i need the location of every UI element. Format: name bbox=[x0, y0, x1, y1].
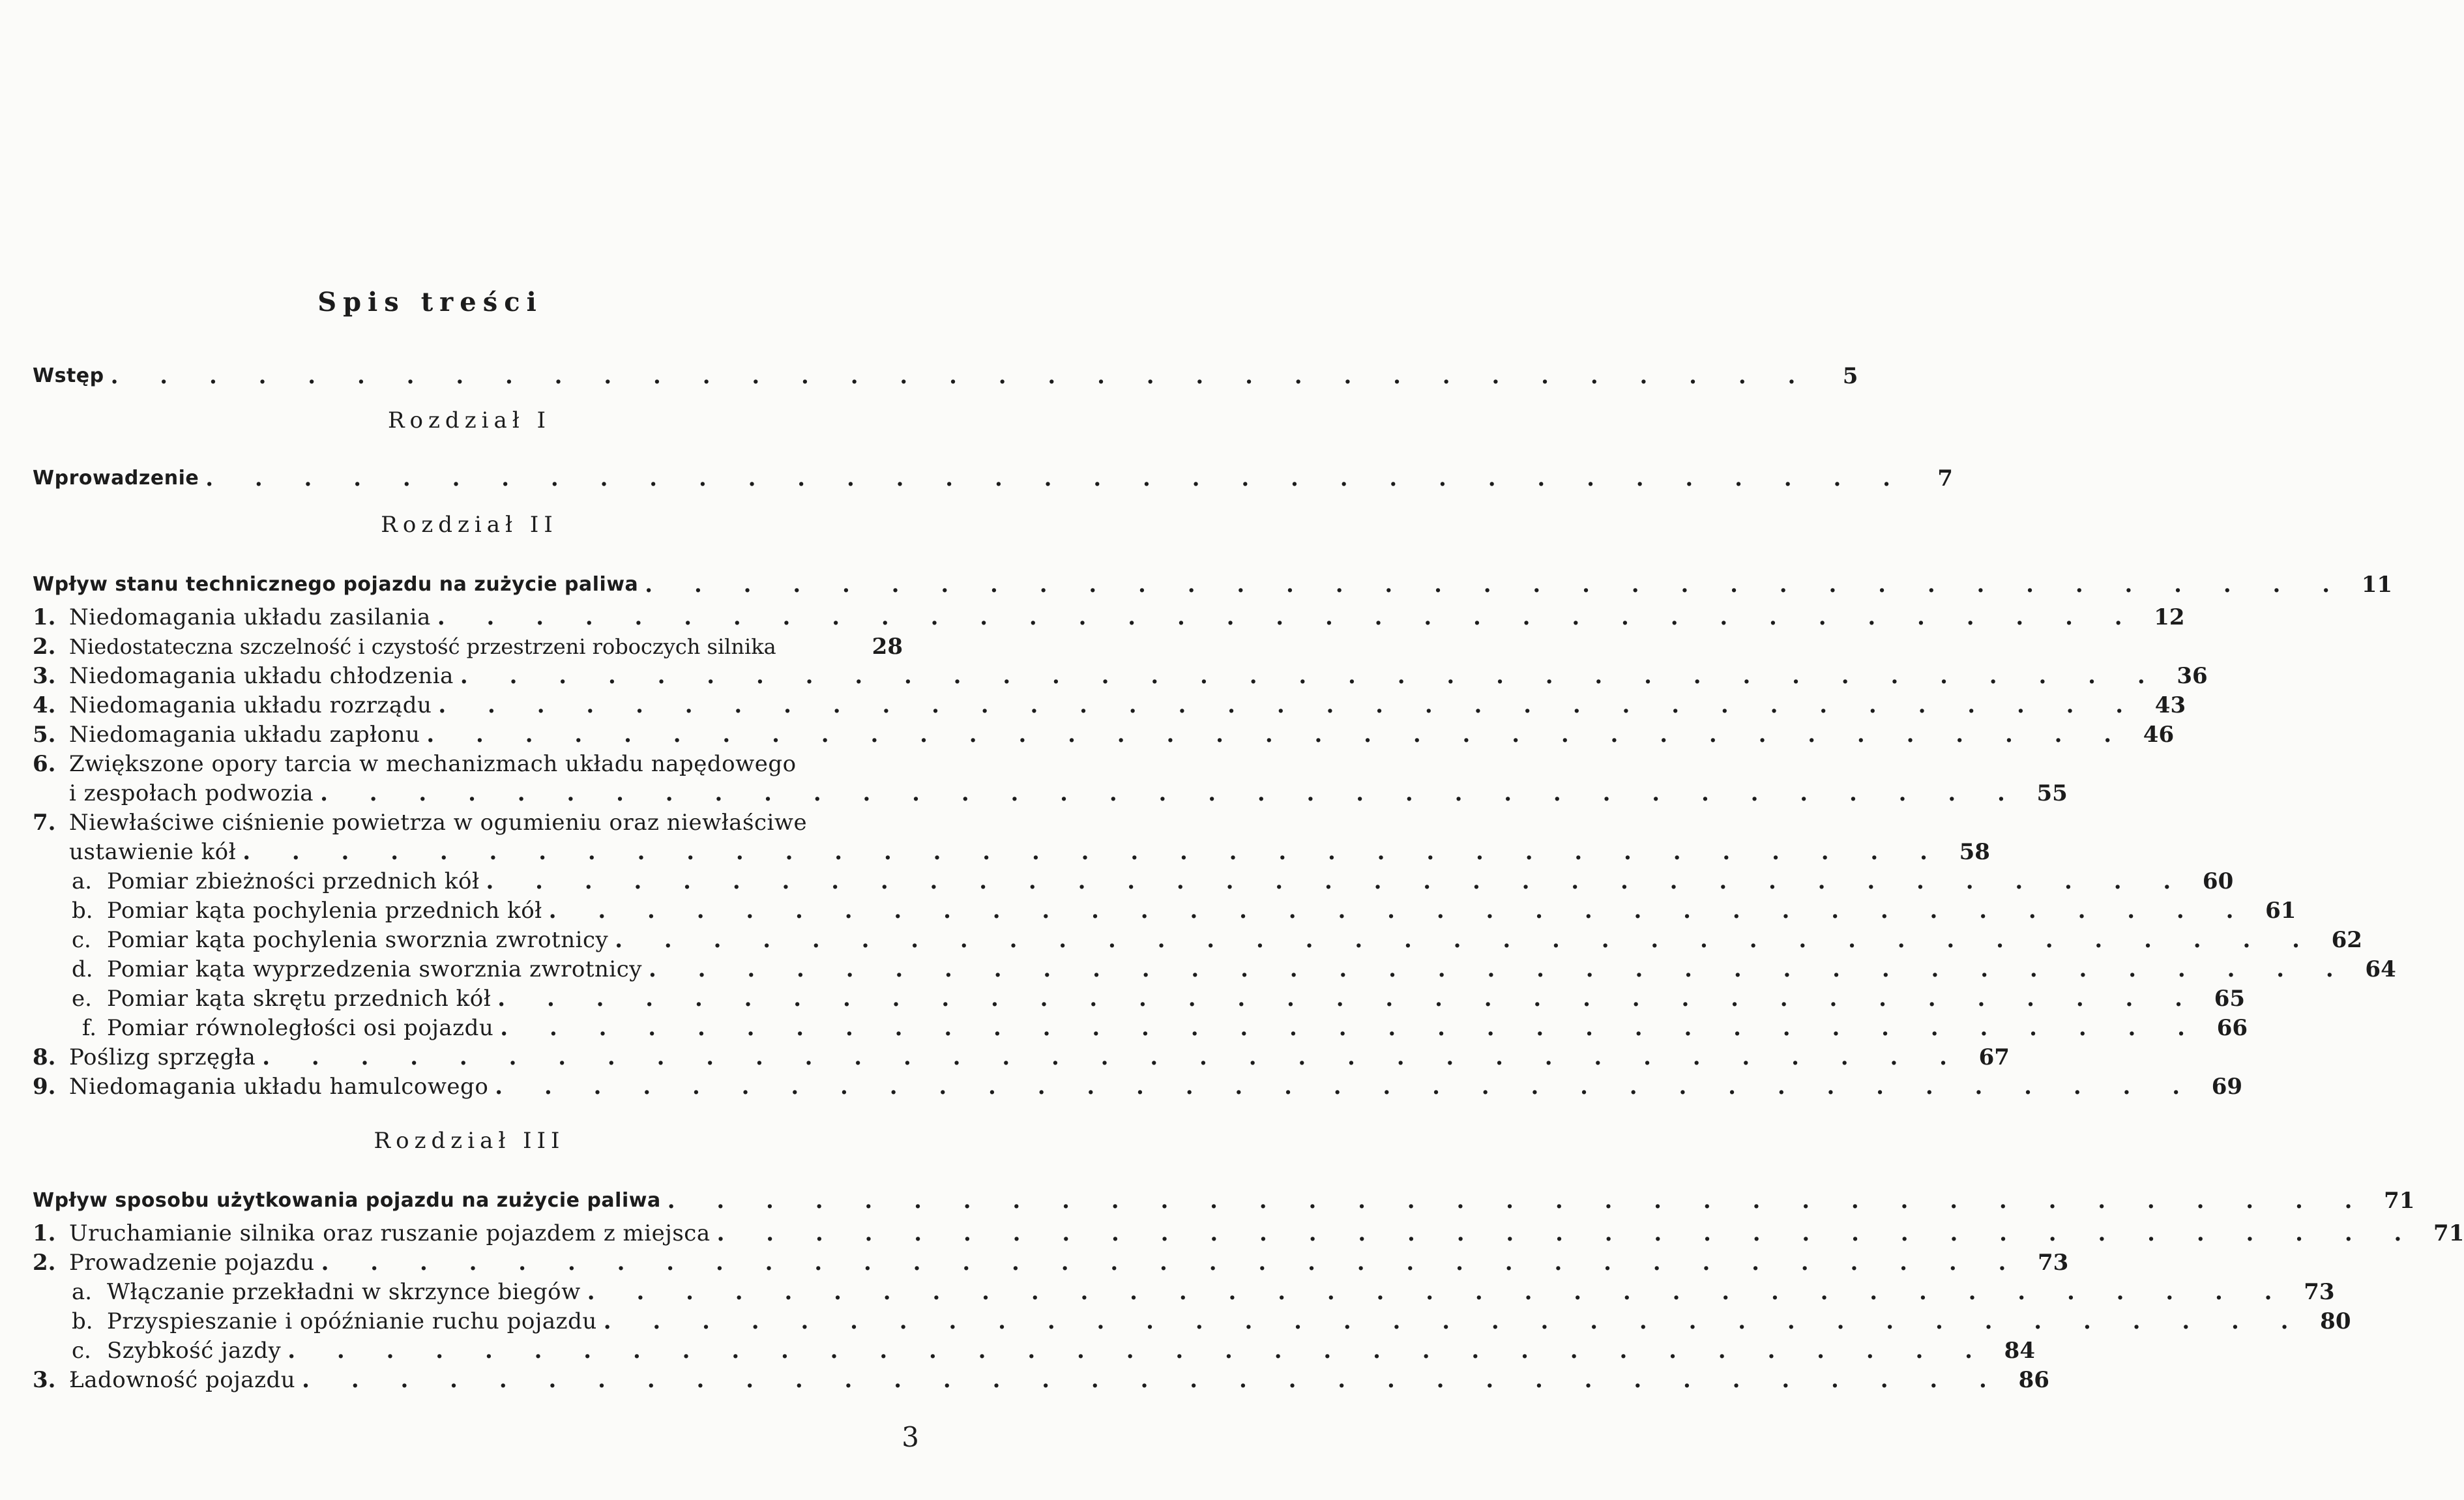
entry-number: c. bbox=[72, 927, 91, 953]
entry-label: Niedomagania układu chłodzenia bbox=[69, 663, 454, 689]
entry-label: Pomiar równoległości osi pojazdu bbox=[107, 1015, 494, 1041]
entry-label: Wstęp bbox=[33, 364, 104, 387]
entry-label: Niedomagania układu hamulcowego bbox=[69, 1074, 489, 1100]
toc-subentry bbox=[72, 984, 2246, 1013]
dot-leader: . . . . . . . . . . . . . . . . . . . . . . . . . . . . . . . . . . . bbox=[497, 986, 2200, 1012]
entry-number: 4. bbox=[33, 692, 56, 718]
chapter-heading-2: Rozdział II bbox=[381, 512, 558, 538]
dot-leader: . . . . . . . . . . . . . . . . . . . . . . . . . . . . . . . . . . . bbox=[615, 927, 2317, 953]
toc-entry-chapter3-title bbox=[33, 1186, 2415, 1215]
toc-entry bbox=[33, 1043, 2010, 1072]
entry-label: Pomiar zbieżności przednich kół bbox=[107, 868, 480, 894]
toc-entry-wstep bbox=[33, 362, 1858, 390]
entry-page: 62 bbox=[2331, 927, 2362, 953]
entry-page: 46 bbox=[2143, 722, 2175, 748]
entry-page: 43 bbox=[2154, 692, 2186, 718]
toc-entry bbox=[33, 1248, 2069, 1277]
toc-subentry bbox=[72, 896, 2296, 925]
entry-label: Wpływ stanu technicznego pojazdu na zużycie paliwa bbox=[33, 573, 639, 596]
entry-label: Wpływ sposobu użytkowania pojazdu na zużycie paliwa bbox=[33, 1189, 661, 1212]
entry-number: b. bbox=[72, 898, 93, 924]
dot-leader: . . . . . . . . . . . . . . . . . . . . . . . . . . . . . . . . . . . bbox=[716, 1220, 2419, 1246]
dot-leader: . . . . . . . . . . . . . . . . . . . . . . . . . . . . . . . . . . . bbox=[548, 898, 2251, 924]
entry-number: b. bbox=[72, 1308, 93, 1334]
dot-leader: . . . . . . . . . . . . . . . . . . . . . . . . . . . . . . . . . . . bbox=[321, 1250, 2023, 1276]
entry-page: 84 bbox=[2004, 1338, 2035, 1364]
entry-label: Przyspieszanie i opóźnianie ruchu pojazdu bbox=[107, 1308, 597, 1334]
entry-label: Pomiar kąta skrętu przednich kół bbox=[107, 986, 491, 1012]
entry-label: Pomiar kąta pochylenia sworznia zwrotnicy bbox=[107, 927, 609, 953]
entry-page: 7 bbox=[1937, 465, 1953, 492]
toc-subentry bbox=[72, 1336, 2035, 1365]
entry-number: 9. bbox=[33, 1074, 56, 1100]
entry-page: 36 bbox=[2177, 663, 2208, 689]
entry-label: Pomiar kąta wyprzedzenia sworznia zwrotnicy bbox=[107, 956, 642, 982]
entry-number: 2. bbox=[33, 1250, 56, 1276]
dot-leader: . . . . . . . . . . . . . . . . . . . . . . . . . . . . . . . . . . . bbox=[205, 465, 1907, 492]
entry-number: 5. bbox=[33, 722, 56, 748]
dot-leader: . . . . . . . . . . . . . . . . . . . . . . . . . . . . . . . . . . . bbox=[495, 1074, 2197, 1100]
entry-page: 61 bbox=[2265, 898, 2296, 924]
toc-entry-chapter2-title bbox=[33, 570, 2393, 599]
toc-entry bbox=[33, 1366, 2049, 1394]
entry-page: 66 bbox=[2216, 1015, 2248, 1041]
toc-entry bbox=[33, 662, 2208, 690]
entry-number: 1. bbox=[33, 1220, 56, 1246]
entry-number: a. bbox=[72, 1279, 93, 1305]
page-number: 3 bbox=[902, 1421, 919, 1453]
toc-subentry bbox=[72, 955, 2396, 984]
dot-leader: . . . . . . . . . . . . . . . . . . . . . . . . . . . . . . . . . . . bbox=[110, 363, 1813, 389]
dot-leader: . . . . . . . . . . . . . . . . . . . . . . . . . . . . . . . . . . . bbox=[426, 722, 2129, 748]
dot-leader: . . . . . . . . . . . . . . . . . . . . . . . . . . . . . . . . . . . bbox=[242, 839, 1944, 865]
dot-leader: . . . . . . . . . . . . . . . . . . . . . . . . . . . . . . . . . . . bbox=[587, 1279, 2289, 1305]
dot-leader: . . . . . . . . . . . . . . . . . . . . . . . . . . . . . . . . . . . bbox=[460, 663, 2162, 689]
entry-label: Wprowadzenie bbox=[33, 467, 199, 490]
toc-entry-continuation bbox=[33, 779, 2068, 808]
entry-page: 11 bbox=[2361, 572, 2393, 598]
entry-page: 55 bbox=[2036, 780, 2068, 806]
toc-subentry bbox=[72, 867, 2234, 896]
entry-number: 7. bbox=[33, 810, 56, 836]
dot-leader: . . . . . . . . . . . . . . . . . . . . . . . . . . . . . . . . . . . bbox=[287, 1338, 1989, 1364]
dot-leader: . . . . . . . . . . . . . . . . . . . . . . . . . . . . . . . . . . . bbox=[302, 1367, 2004, 1393]
entry-label: Pomiar kąta pochylenia przednich kół bbox=[107, 898, 542, 924]
entry-number: 1. bbox=[33, 604, 56, 630]
entry-label: Prowadzenie pojazdu bbox=[69, 1250, 315, 1276]
entry-label: Włączanie przekładni w skrzynce biegów bbox=[107, 1279, 581, 1305]
entry-label: Niewłaściwe ciśnienie powietrza w ogumieniu oraz niewłaściwe bbox=[69, 810, 808, 836]
entry-number: 3. bbox=[33, 1367, 56, 1393]
entry-label-line2: i zespołach podwozia bbox=[69, 780, 314, 806]
entry-label: Szybkość jazdy bbox=[107, 1338, 282, 1364]
toc-entry bbox=[33, 750, 903, 778]
toc-entry-continuation bbox=[33, 838, 1990, 866]
toc-entry bbox=[33, 808, 903, 837]
toc-entry bbox=[33, 603, 2185, 632]
toc-entry bbox=[33, 691, 2186, 720]
toc-entry bbox=[33, 1219, 2464, 1248]
dot-leader: . . . . . . . . . . . . . . . . . . . . . . . . . . . . . . . . . . . bbox=[486, 868, 2188, 894]
dot-leader: . . . . . . . . . . . . . . . . . . . . . . . . . . . . . . . . . . . bbox=[649, 956, 2351, 982]
entry-page: 58 bbox=[1959, 839, 1990, 865]
entry-number: 8. bbox=[33, 1044, 56, 1070]
entry-label: Niedomagania układu rozrządu bbox=[69, 692, 432, 718]
dot-leader: . . . . . . . . . . . . . . . . . . . . . . . . . . . . . . . . . . . bbox=[500, 1015, 2203, 1041]
entry-label: Niedomagania układu zasilania bbox=[69, 604, 431, 630]
toc-subentry bbox=[72, 1278, 2335, 1306]
dot-leader: . . . . . . . . . . . . . . . . . . . . . . . . . . . . . . . . . . . bbox=[262, 1044, 1964, 1070]
entry-number: f. bbox=[81, 1015, 97, 1041]
toc-subentry bbox=[72, 1014, 2248, 1042]
entry-page: 69 bbox=[2211, 1074, 2243, 1100]
dot-leader: . . . . . . . . . . . . . . . . . . . . . . . . . . . . . . . . . . . bbox=[437, 604, 2139, 630]
entry-page: 60 bbox=[2202, 868, 2234, 894]
toc-entry bbox=[33, 1072, 2243, 1101]
toc-entry bbox=[33, 720, 2175, 749]
dot-leader: . . . . . . . . . . . . . . . . . . . . . . . . . . . . . . . . . . . bbox=[438, 692, 2141, 718]
dot-leader: . . . . . . . . . . . . . . . . . . . . . . . . . . . . . . . . . . . bbox=[603, 1308, 2306, 1334]
entry-number: 6. bbox=[33, 751, 56, 777]
entry-page: 71 bbox=[2384, 1188, 2415, 1214]
entry-label: Uruchamianie silnika oraz ruszanie pojazdem z miejsca bbox=[69, 1220, 711, 1246]
chapter-heading-1: Rozdział I bbox=[387, 407, 551, 434]
entry-page: 73 bbox=[2304, 1279, 2335, 1305]
entry-page: 64 bbox=[2365, 956, 2396, 982]
entry-label-line2: ustawienie kół bbox=[69, 839, 237, 865]
entry-page: 73 bbox=[2038, 1250, 2069, 1276]
entry-number: d. bbox=[72, 956, 93, 982]
entry-label: Niedostateczna szczelność i czystość przestrzeni roboczych silnika bbox=[69, 634, 776, 659]
entry-number: a. bbox=[72, 868, 93, 894]
entry-number: 3. bbox=[33, 663, 56, 689]
entry-page: 12 bbox=[2154, 604, 2185, 630]
toc-subentry bbox=[72, 1307, 2351, 1336]
entry-label: Zwiększone opory tarcia w mechanizmach układu napędowego bbox=[69, 751, 797, 777]
toc-entry-wprowadzenie bbox=[33, 464, 1953, 493]
dot-leader: . . . . . . . . . . . . . . . . . . . . . . . . . . . . . . . . . . . bbox=[320, 780, 2022, 806]
dot-leader: . . . . . . . . . . . . . . . . . . . . . . . . . . . . . . . . . . . bbox=[645, 572, 2347, 598]
entry-page: 80 bbox=[2320, 1308, 2351, 1334]
dot-leader: . . . . . . . . . . . . . . . . . . . . . . . . . . . . . . . . . . . bbox=[667, 1188, 2369, 1214]
entry-page: 86 bbox=[2018, 1367, 2049, 1393]
entry-page: 71 bbox=[2433, 1220, 2464, 1246]
toc-entry bbox=[33, 632, 903, 661]
entry-page: 65 bbox=[2214, 986, 2246, 1012]
entry-number: 2. bbox=[33, 634, 56, 660]
entry-label: Poślizg sprzęgła bbox=[69, 1044, 256, 1070]
toc-subentry bbox=[72, 926, 2362, 954]
entry-label: Ładowność pojazdu bbox=[69, 1367, 296, 1393]
entry-label: Niedomagania układu zapłonu bbox=[69, 722, 420, 748]
page-title: Spis treści bbox=[317, 287, 543, 317]
entry-number: e. bbox=[72, 986, 92, 1012]
entry-page: 28 bbox=[872, 634, 903, 660]
entry-page: 5 bbox=[1842, 363, 1858, 389]
chapter-heading-3: Rozdział III bbox=[374, 1128, 565, 1154]
entry-page: 67 bbox=[1978, 1044, 2010, 1070]
entry-number: c. bbox=[72, 1338, 91, 1364]
